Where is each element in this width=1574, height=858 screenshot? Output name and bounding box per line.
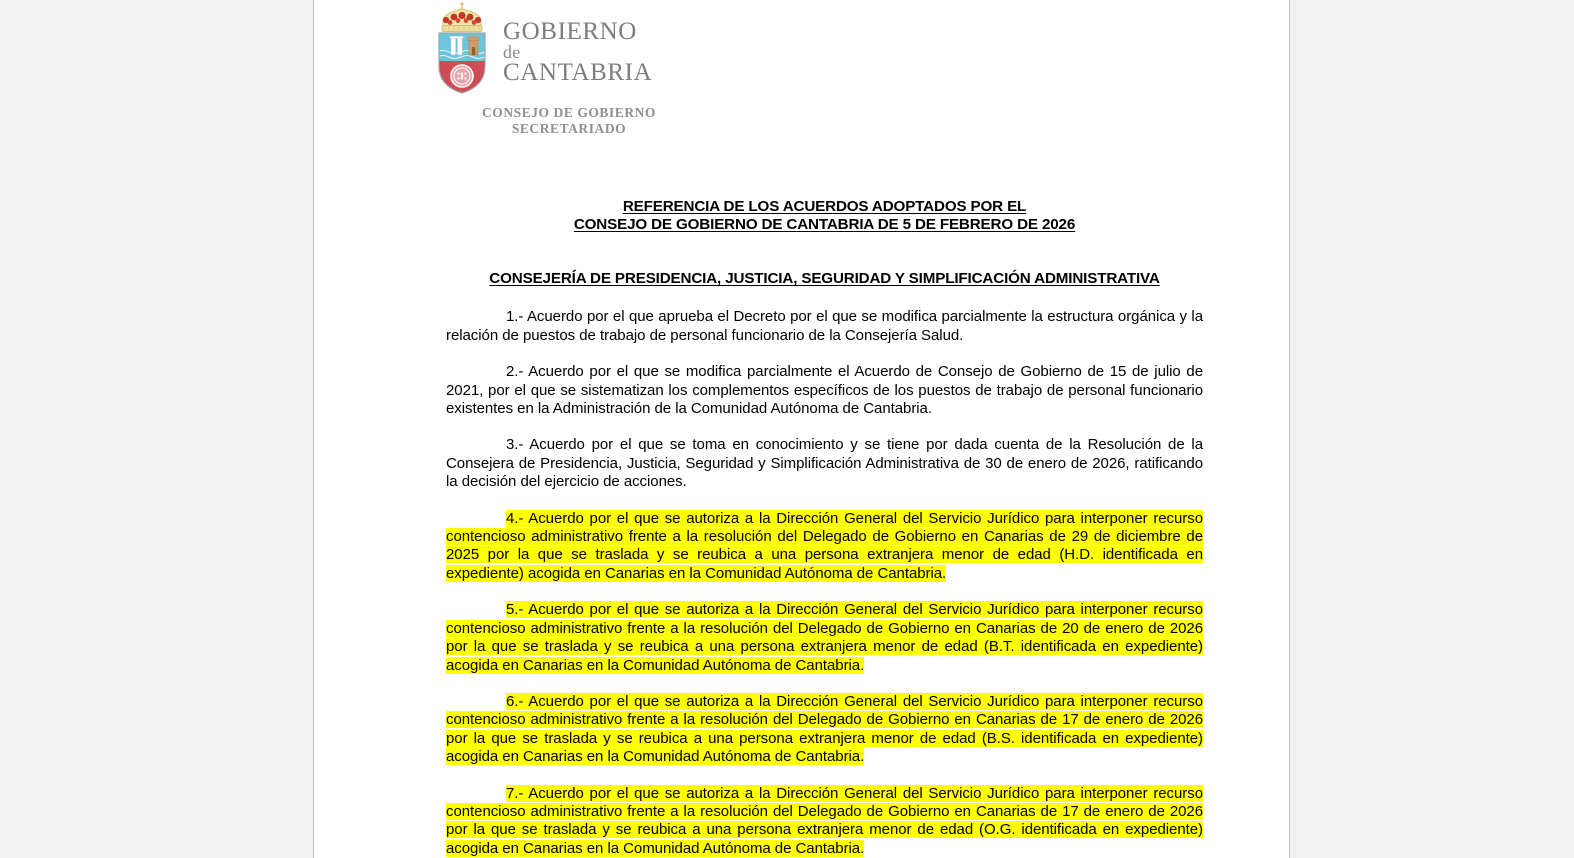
clause-paragraph-3 bbox=[446, 436, 1203, 491]
clause-paragraph-6 bbox=[446, 693, 1203, 767]
clause-paragraph-4 bbox=[446, 510, 1203, 584]
section-heading-text: CONSEJERÍA DE PRESIDENCIA, JUSTICIA, SEGURIDAD Y SIMPLIFICACIÓN ADMINISTRATIVA bbox=[489, 270, 1160, 288]
sub-brand-line-secretariado: SECRETARIADO bbox=[511, 121, 627, 137]
letterhead bbox=[314, 0, 1289, 138]
clause-paragraph-7 bbox=[446, 785, 1203, 858]
document-body bbox=[314, 198, 1289, 858]
page-title-line-2: CONSEJO DE GOBIERNO DE CANTABRIA DE 5 DE FEBRERO DE 2026 bbox=[573, 216, 1076, 234]
clause-text: 3.- Acuerdo por el que se toma en conocimiento y se tiene por dada cuenta de la Resolución de la Consejera de Presidencia, Justicia, Seguridad y Simplificación Administrativa de 30 de enero de 2026, ratificando la decisión del ejercicio de acciones. bbox=[446, 436, 1203, 491]
section-heading bbox=[446, 270, 1203, 287]
brand-line-de: de bbox=[503, 41, 521, 62]
clause-text-highlighted: 5.- Acuerdo por el que se autoriza a la Dirección General del Servicio Jurídico para interponer recurso contencioso administrativo frente a la resolución del Delegado de Gobierno en Canarias de 20 de enero de 2026 por la que se traslada y se reubica a una persona extranjera menor de edad (B.T. identificada en expediente) acogida en Canarias en la Comunidad Autónoma de Cantabria. bbox=[446, 601, 1203, 674]
clause-text: 2.- Acuerdo por el que se modifica parcialmente el Acuerdo de Consejo de Gobierno de 15 de julio de 2021, por el que se sistematizan los complementos específicos de los puestos de trabajo de personal funcionario existentes en la Administración de la Comunidad Autónoma de Cantabria. bbox=[446, 363, 1203, 418]
brand-line-cantabria: CANTABRIA bbox=[503, 58, 653, 86]
sub-brand-line-consejo: CONSEJO DE GOBIERNO bbox=[482, 105, 656, 120]
clause-text-highlighted: 7.- Acuerdo por el que se autoriza a la Dirección General del Servicio Jurídico para interponer recurso contencioso administrativo frente a la resolución del Delegado de Gobierno en Canarias de 17 de enero de 2026 por la que se traslada y se reubica a una persona extranjera menor de edad (O.G. identificada en expediente) acogida en Canarias en la Comunidad Autónoma de Cantabria. bbox=[446, 784, 1203, 857]
clause-text-highlighted: 6.- Acuerdo por el que se autoriza a la Dirección General del Servicio Jurídico para interponer recurso contencioso administrativo frente a la resolución del Delegado de Gobierno en Canarias de 17 de enero de 2026 por la que se traslada y se reubica a una persona extranjera menor de edad (B.S. identificada en expediente) acogida en Canarias en la Comunidad Autónoma de Cantabria. bbox=[446, 692, 1203, 766]
sub-brand bbox=[431, 105, 689, 138]
clause-text-highlighted: 4.- Acuerdo por el que se autoriza a la Dirección General del Servicio Jurídico para interponer recurso contencioso administrativo frente a la resolución del Delegado de Gobierno en Canarias de 29 de diciembre de 2025 por la que se traslada y se reubica a una persona extranjera menor de edad (H.D. identificada en expediente) acogida en Canarias en la Comunidad Autónoma de Cantabria. bbox=[446, 509, 1203, 582]
clause-list bbox=[446, 308, 1203, 858]
brand-line-gobierno: GOBIERNO bbox=[503, 18, 637, 45]
clause-paragraph-1 bbox=[446, 308, 1203, 345]
document-page bbox=[313, 0, 1290, 858]
brand-wordmark bbox=[503, 0, 652, 85]
cantabria-coat-of-arms-icon bbox=[431, 0, 493, 96]
clause-text: 1.- Acuerdo por el que aprueba el Decreto por el que se modifica parcialmente la estructura orgánica y la relación de puestos de trabajo de personal funcionario de la Consejería Salud. bbox=[446, 308, 1203, 344]
clause-paragraph-5 bbox=[446, 601, 1203, 675]
page-title-line-1: REFERENCIA DE LOS ACUERDOS ADOPTADOS POR EL bbox=[622, 197, 1027, 215]
clause-paragraph-2 bbox=[446, 363, 1203, 418]
page-title bbox=[446, 198, 1203, 234]
